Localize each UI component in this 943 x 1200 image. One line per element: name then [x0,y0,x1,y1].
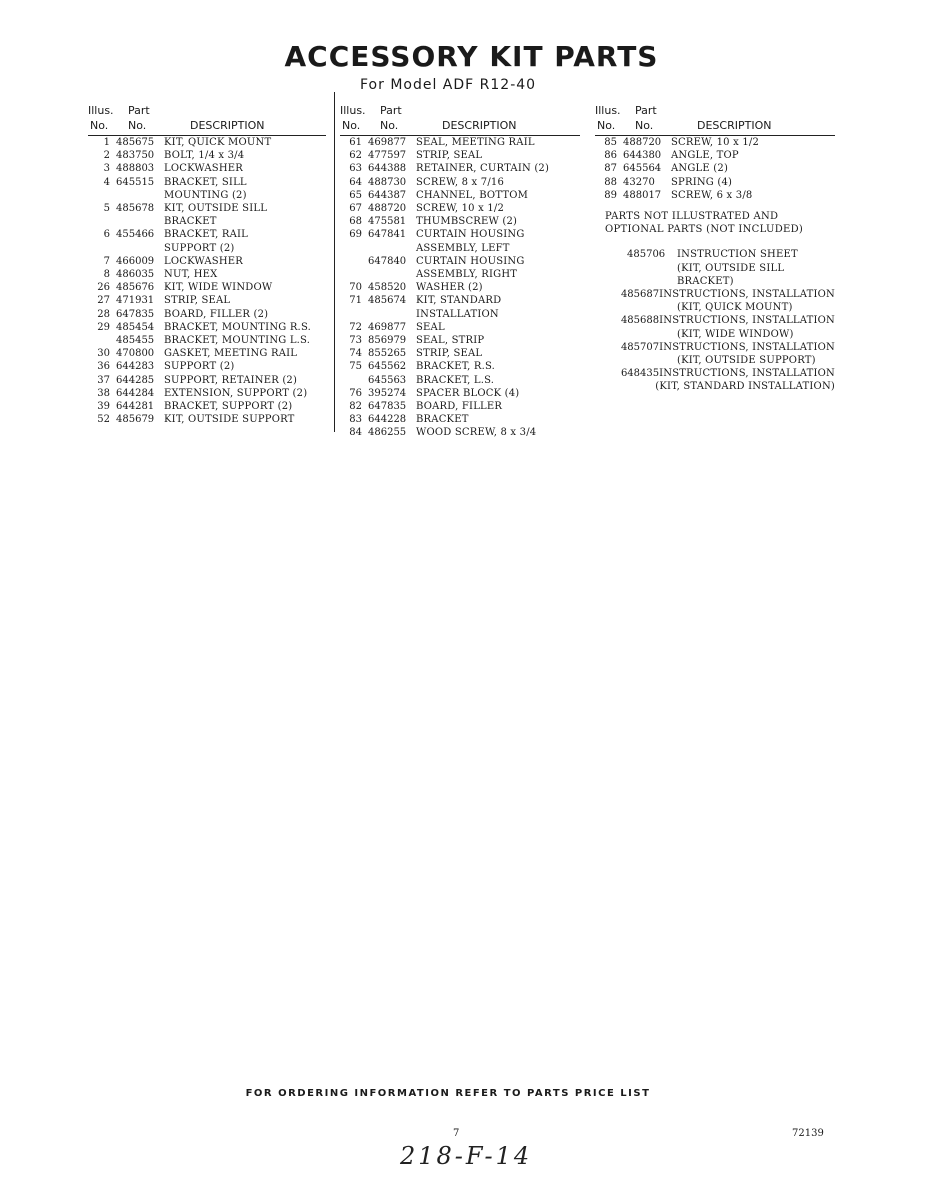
illus-no: 71 [349,295,362,307]
illus-no: 8 [103,269,110,281]
part-no: 644283 [116,361,155,373]
part-description: SUPPORT (2) [164,361,235,373]
table-row [88,347,326,360]
table-row [88,149,326,162]
table-row [88,176,326,189]
part-description: BRACKET, L.S. [416,374,495,386]
part-description: BRACKET, SUPPORT (2) [164,401,293,413]
illus-no: 83 [349,414,362,426]
table-row [340,413,580,426]
part-no: 466009 [116,255,155,267]
table-row [88,268,326,281]
part-description: SCREW, 8 x 7/16 [416,176,505,188]
part-no: 644388 [368,163,407,175]
illus-no: 1 [103,137,110,148]
part-description: ANGLE, TOP [671,150,739,162]
table-row [595,288,835,301]
illus-no [595,354,623,367]
illus-no [88,215,116,228]
part-description: EXTENSION, SUPPORT (2) [164,387,308,399]
part-description: LOCKWASHER [164,255,244,267]
table-row [595,248,835,261]
spacer [595,202,835,210]
illus-no [595,301,623,314]
illus-no: 63 [349,163,362,175]
table-row [88,413,326,426]
table-row [595,162,835,175]
column-header [595,92,835,136]
part-no: 43270 [623,176,655,188]
column-header [88,92,326,136]
section-note: OPTIONAL PARTS (NOT INCLUDED) [605,224,804,236]
part-no [616,380,655,393]
illus-no-header: No. [342,119,361,132]
header-rule [340,135,580,136]
table-row [88,189,326,202]
table-row [88,308,326,321]
part-description: MOUNTING (2) [164,189,247,201]
table-row [340,374,580,387]
part-description: (KIT, WIDE WINDOW) [677,328,794,340]
illus-no: 88 [604,176,617,188]
part-description: BRACKET, MOUNTING L.S. [164,335,311,347]
part-no: 485688 [620,315,660,327]
part-description: ASSEMBLY, LEFT [416,242,510,254]
table-row [340,215,580,228]
illus-no [595,380,616,393]
part-description: INSTRUCTION SHEET [677,249,798,261]
part-no: 855265 [368,348,407,360]
parts-column-1 [88,92,326,426]
table-row [340,136,580,149]
part-no: 488720 [623,137,662,148]
table-row [340,400,580,413]
table-row [340,202,580,215]
part-description: SEAL, STRIP [416,335,485,347]
description-header: DESCRIPTION [442,119,517,132]
part-no: 647835 [116,308,155,320]
illus-no: 2 [103,150,110,162]
illus-no: 74 [349,348,362,360]
table-row [88,215,326,228]
part-no: 645563 [368,374,407,386]
illus-no: 85 [604,137,617,148]
part-no: 471931 [116,295,155,307]
part-no: 485454 [116,321,155,333]
part-description: BRACKET [416,414,469,426]
part-no: 644284 [116,387,155,399]
table-row [340,426,580,439]
part-no: 488720 [368,203,407,215]
table-row [88,228,326,241]
part-description: (KIT, OUTSIDE SILL [677,262,785,274]
part-no-header: No. [635,119,654,132]
illus-no: 70 [349,282,362,294]
part-no: 485455 [116,335,155,347]
column-header [340,92,580,136]
part-no: 485679 [116,414,155,426]
illus-no: 36 [97,361,110,373]
handwritten-note: 218-F-14 [400,1142,533,1170]
table-row [340,308,580,321]
part-no-header: No. [380,119,399,132]
part-description: BRACKET, SILL [164,176,247,188]
part-description: CURTAIN HOUSING [416,255,525,267]
part-no: 647841 [368,229,407,241]
part-description: GASKET, MEETING RAIL [164,348,298,360]
parts-column-3 [595,92,835,394]
part-no: 395274 [368,387,407,399]
table-row [595,314,835,327]
table-row [595,262,835,275]
part-description: (KIT, STANDARD INSTALLATION) [655,381,835,393]
ordering-footer: FOR ORDERING INFORMATION REFER TO PARTS PRICE LIST [245,1088,651,1099]
table-row [88,400,326,413]
column-divider [334,92,335,432]
document-number: 72139 [792,1128,824,1139]
part-description: SEAL, MEETING RAIL [416,137,535,148]
part-no: 647840 [368,255,407,267]
part-no: 645515 [116,176,155,188]
table-row [340,162,580,175]
illus-no [340,308,368,321]
illus-no [595,314,617,327]
page-number: 7 [453,1128,460,1139]
header-rule [88,135,326,136]
part-no: 485678 [116,203,155,215]
illus-no [595,262,623,275]
part-no: 477597 [368,150,407,162]
part-no: 647835 [368,401,407,413]
part-no-header: No. [128,119,147,132]
table-row [595,136,835,149]
part-no: 644281 [116,401,155,413]
illus-no [340,255,368,268]
part-description: KIT, OUTSIDE SILL [164,203,268,215]
part-description: BRACKET [164,216,217,228]
table-row [88,374,326,387]
table-row [340,360,580,373]
illus-no [340,374,368,387]
illus-no: 39 [97,401,110,413]
part-description: LOCKWASHER [164,163,244,175]
part-no [368,268,416,281]
part-no: 485706 [627,249,666,261]
part-no: 483750 [116,150,155,162]
part-description: RETAINER, CURTAIN (2) [416,163,550,175]
part-description: SPACER BLOCK (4) [416,387,520,399]
table-row [340,255,580,268]
illus-no: 89 [604,189,617,201]
page-title: ACCESSORY KIT PARTS [284,40,659,73]
part-description: KIT, STANDARD [416,295,502,307]
part-description: SUPPORT (2) [164,242,235,254]
illus-no: 5 [103,203,110,215]
part-description: (KIT, QUICK MOUNT) [677,302,793,314]
illus-no: 29 [97,321,110,333]
illus-no-header: No. [597,119,616,132]
part-description: CHANNEL, BOTTOM [416,189,529,201]
illus-no [340,268,368,281]
part-no: 469877 [368,321,407,333]
illus-no: 65 [349,189,362,201]
part-no [116,215,164,228]
part-description: THUMBSCREW (2) [416,216,518,228]
illus-no: 86 [604,150,617,162]
illus-no [595,248,623,261]
part-description: KIT, QUICK MOUNT [164,137,272,148]
part-description: BOLT, 1/4 x 3/4 [164,150,245,162]
illus-no: 28 [97,308,110,320]
illus-no: 26 [97,282,110,294]
illus-no-header: No. [90,119,109,132]
illus-no: 75 [349,361,362,373]
table-row [340,176,580,189]
table-row [340,387,580,400]
part-description: BRACKET, RAIL [164,229,249,241]
illus-no: 62 [349,150,362,162]
parts-column-2 [340,92,580,440]
illus-no: 69 [349,229,362,241]
illus-no: 87 [604,163,617,175]
part-description: BOARD, FILLER [416,401,503,413]
table-row [595,275,835,288]
part-header: Part [380,104,402,117]
illus-no: 67 [349,203,362,215]
table-row [595,176,835,189]
part-no [368,242,416,255]
part-description: WOOD SCREW, 8 x 3/4 [416,427,537,439]
illus-no: 82 [349,401,362,413]
part-no [623,262,677,275]
table-row [340,149,580,162]
illus-no: 37 [97,374,110,386]
table-row [340,268,580,281]
part-description: SUPPORT, RETAINER (2) [164,374,298,386]
part-no: 644380 [623,150,662,162]
part-no [116,242,164,255]
part-no: 485687 [620,289,660,301]
part-no [623,354,677,367]
part-no: 485676 [116,282,155,294]
part-no [623,328,677,341]
illus-no [595,367,617,380]
table-row [88,387,326,400]
description-header: DESCRIPTION [190,119,265,132]
part-description: KIT, WIDE WINDOW [164,282,273,294]
part-no: 644387 [368,189,407,201]
illus-no [595,288,617,301]
part-no: 455466 [116,229,155,241]
table-row [340,281,580,294]
illus-no: 38 [97,387,110,399]
part-no: 856979 [368,335,407,347]
part-description: STRIP, SEAL [416,150,483,162]
illus-header: Illus. [340,104,366,117]
table-row [595,380,835,393]
part-no: 488803 [116,163,155,175]
illus-no: 84 [349,427,362,439]
part-no: 470800 [116,348,155,360]
part-no: 485675 [116,137,155,148]
illus-no [88,334,116,347]
part-description: STRIP, SEAL [416,348,483,360]
spacer [595,236,835,248]
part-description: INSTRUCTIONS, INSTALLATION [659,368,835,380]
part-no: 485674 [368,295,407,307]
table-row [88,360,326,373]
part-description: (KIT, OUTSIDE SUPPORT) [677,355,816,367]
illus-no [595,341,617,354]
part-no [368,308,416,321]
illus-no [595,328,623,341]
part-description: INSTALLATION [416,308,499,320]
table-row [340,242,580,255]
part-description: CURTAIN HOUSING [416,229,525,241]
part-no: 644228 [368,414,407,426]
table-row [88,242,326,255]
illus-no: 73 [349,335,362,347]
part-description: BRACKET) [677,275,734,287]
part-description: ASSEMBLY, RIGHT [416,269,518,281]
illus-no: 7 [103,255,110,267]
part-header: Part [635,104,657,117]
part-no: 645564 [623,163,662,175]
part-description: INSTRUCTIONS, INSTALLATION [659,341,835,353]
part-description: BRACKET, R.S. [416,361,496,373]
part-no: 648435 [620,368,660,380]
part-no: 486255 [368,427,407,439]
illus-header: Illus. [595,104,621,117]
table-row [340,228,580,241]
description-header: DESCRIPTION [697,119,772,132]
illus-header: Illus. [88,104,114,117]
table-row [88,294,326,307]
part-description: NUT, HEX [164,269,218,281]
illus-no: 4 [103,176,110,188]
table-row [340,334,580,347]
table-row [595,328,835,341]
part-no: 458520 [368,282,407,294]
illus-no [88,189,116,202]
table-row [88,321,326,334]
part-description: BOARD, FILLER (2) [164,308,269,320]
table-row [595,341,835,354]
page-subtitle: For Model ADF R12-40 [360,77,537,93]
table-row [595,367,835,380]
part-description: ANGLE (2) [671,163,729,175]
part-no: 486035 [116,269,155,281]
illus-no [340,242,368,255]
part-no [623,301,677,314]
section-note: PARTS NOT ILLUSTRATED AND [605,211,779,223]
part-no: 645562 [368,361,407,373]
part-no: 488730 [368,176,407,188]
illus-no: 72 [349,321,362,333]
table-row [340,321,580,334]
part-no [116,189,164,202]
illus-no: 68 [349,216,362,228]
part-no: 644285 [116,374,155,386]
part-description: STRIP, SEAL [164,295,231,307]
table-row [88,136,326,149]
illus-no: 30 [97,348,110,360]
part-no [623,275,677,288]
illus-no: 64 [349,176,362,188]
part-description: SCREW, 6 x 3/8 [671,189,753,201]
illus-no [88,242,116,255]
part-description: INSTRUCTIONS, INSTALLATION [659,289,835,301]
part-description: SCREW, 10 x 1/2 [416,203,505,215]
table-row [340,347,580,360]
table-row [88,255,326,268]
illus-no: 3 [103,163,110,175]
illus-no: 76 [349,387,362,399]
illus-no: 52 [97,414,110,426]
table-row [595,189,835,202]
illus-no: 61 [349,137,362,148]
part-no: 485707 [620,341,660,353]
part-description: SCREW, 10 x 1/2 [671,137,760,148]
table-row [340,294,580,307]
part-description: INSTRUCTIONS, INSTALLATION [659,315,835,327]
table-row [340,189,580,202]
part-description: KIT, OUTSIDE SUPPORT [164,414,295,426]
table-row [595,354,835,367]
table-row [88,202,326,215]
table-row [88,334,326,347]
header-rule [595,135,835,136]
illus-no [595,275,623,288]
table-row [88,281,326,294]
part-header: Part [128,104,150,117]
part-description: WASHER (2) [416,282,483,294]
part-no: 475581 [368,216,407,228]
part-description: SEAL [416,321,445,333]
part-no: 488017 [623,189,662,201]
illus-no: 27 [97,295,110,307]
table-row [595,301,835,314]
table-row [88,162,326,175]
table-row [595,149,835,162]
part-no: 469877 [368,137,407,148]
illus-no: 6 [103,229,110,241]
part-description: BRACKET, MOUNTING R.S. [164,321,312,333]
part-description: SPRING (4) [671,176,733,188]
